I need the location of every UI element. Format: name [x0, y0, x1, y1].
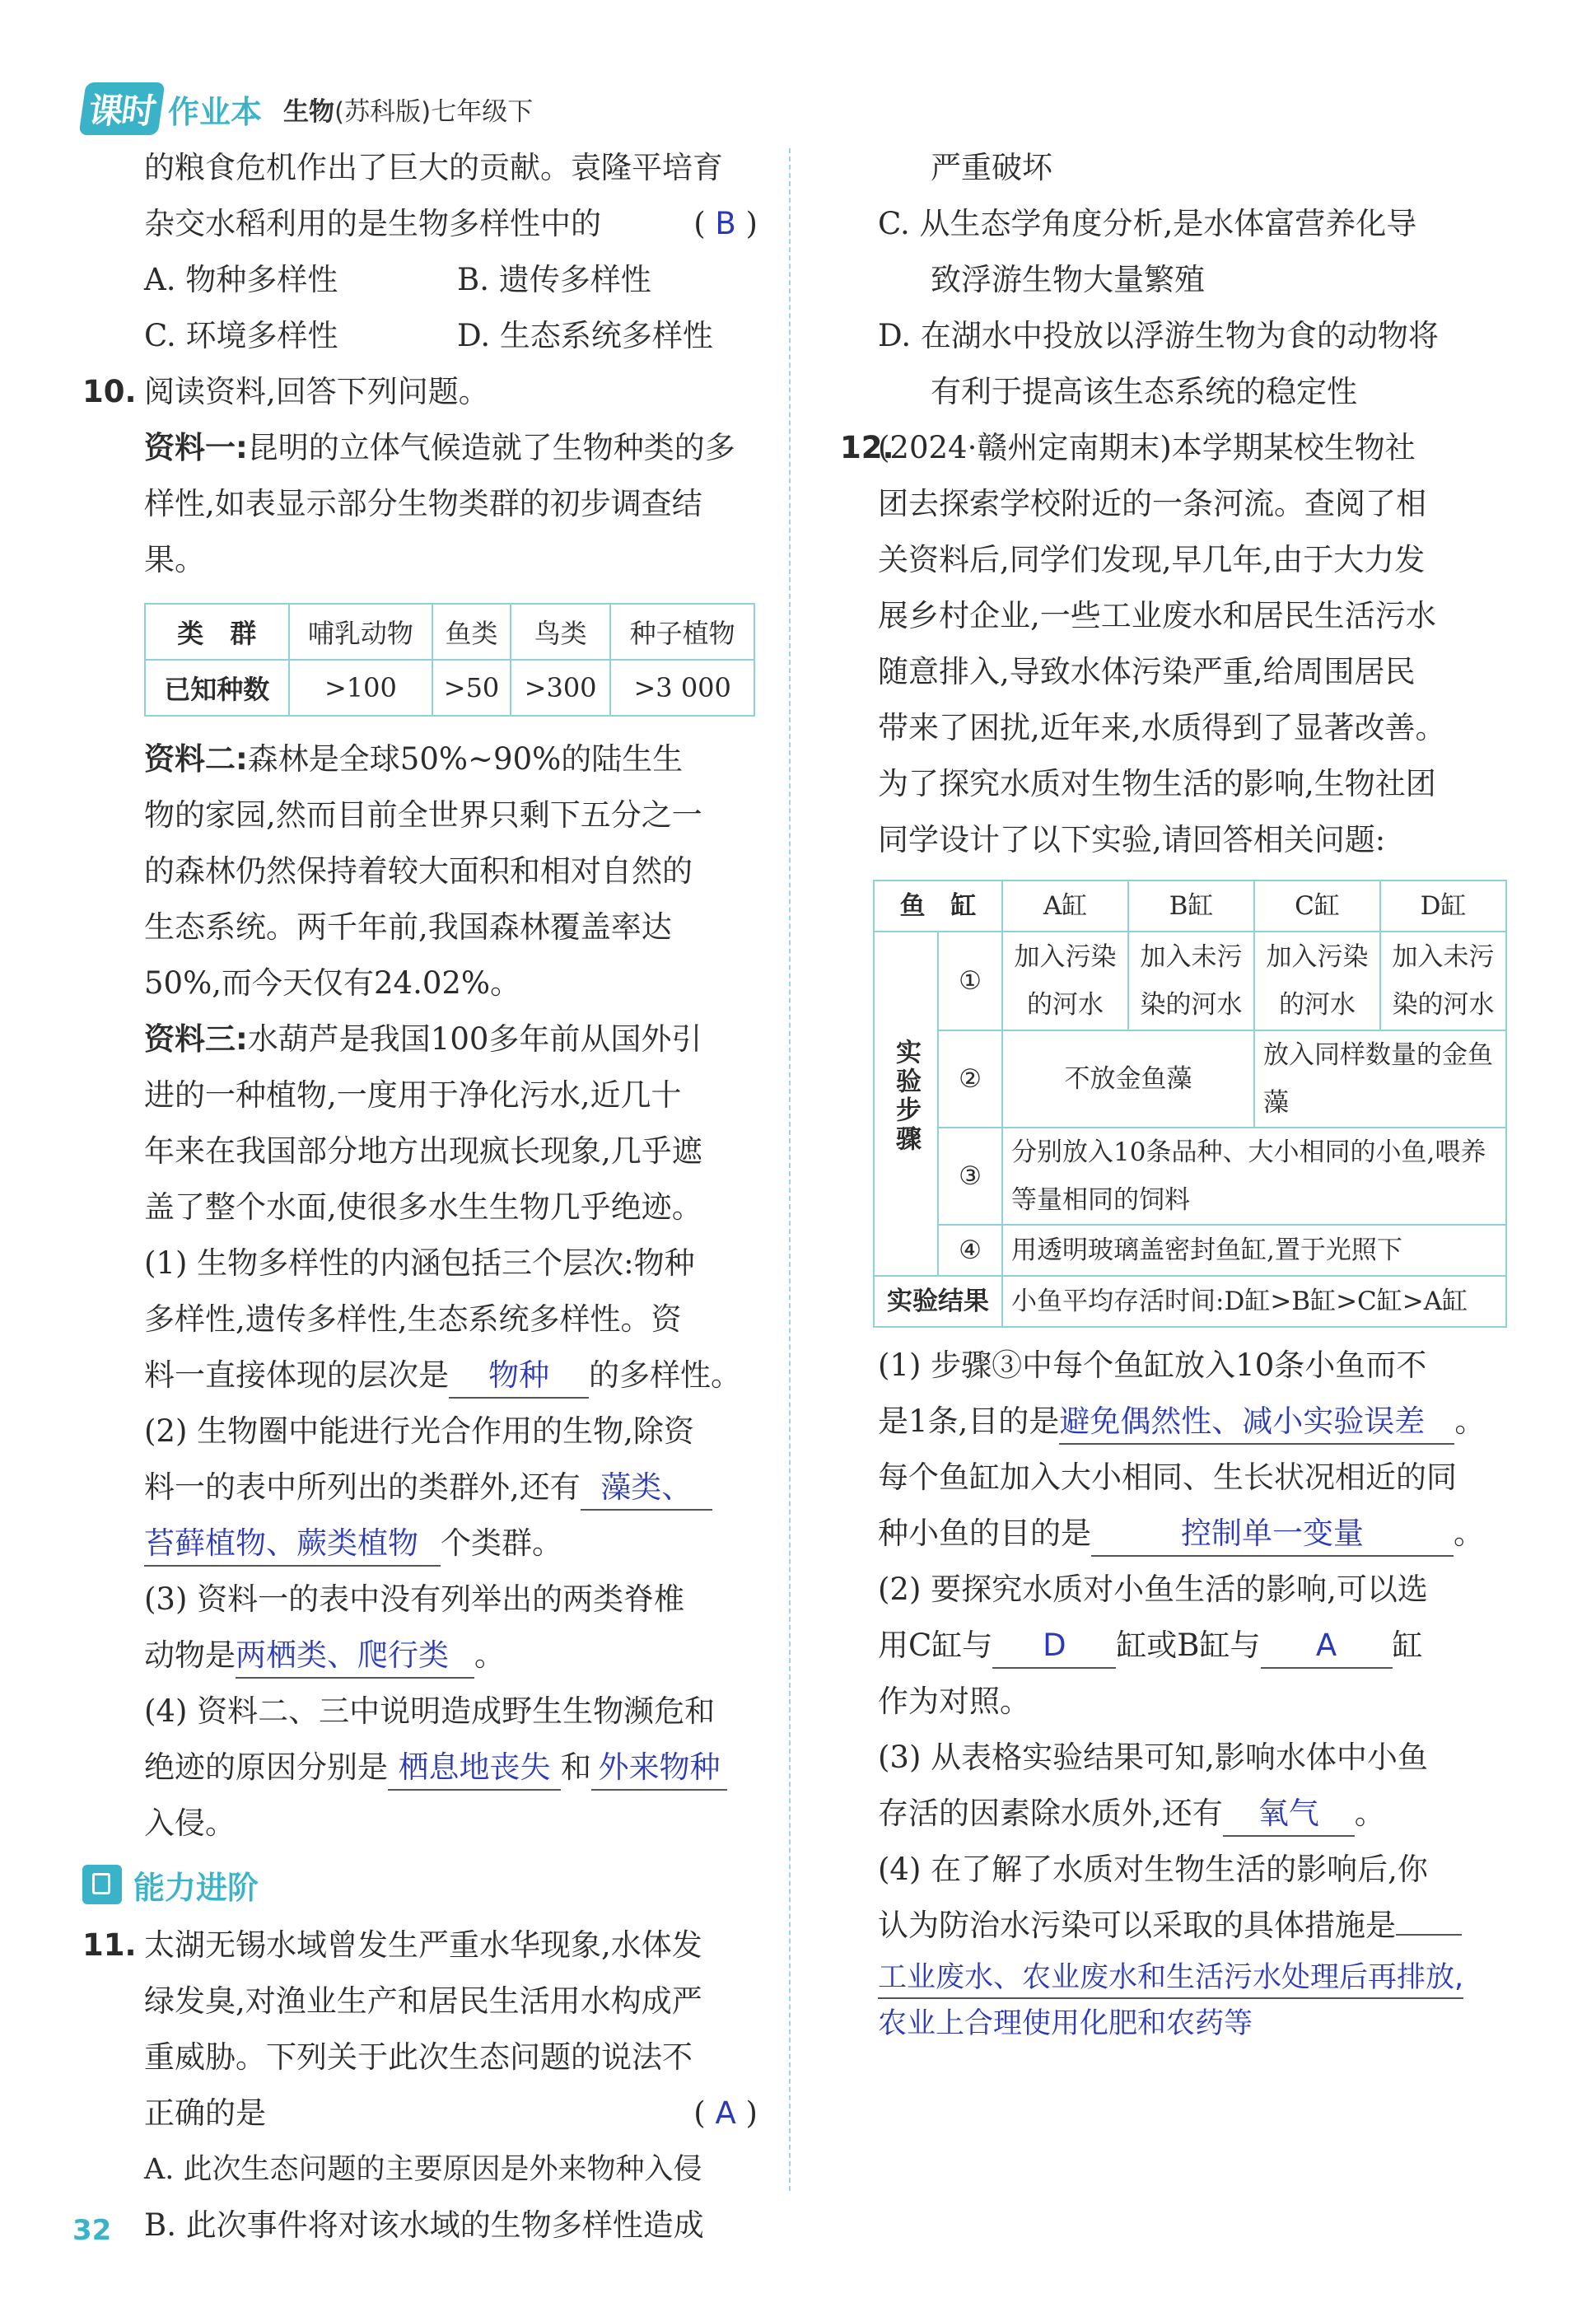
table-cell: >300	[511, 660, 611, 716]
table-cell: >100	[289, 660, 433, 716]
table-cell: 用透明玻璃盖密封鱼缸,置于光照下	[1002, 1225, 1506, 1276]
q12-sub3: (3) 从表格实验结果可知,影响水体中小鱼	[878, 1740, 1428, 1775]
step-number: ④	[938, 1225, 1002, 1276]
table-header: D缸	[1380, 880, 1506, 932]
q12-sub3: 存活的因素除水质外,还有 氧气 。	[840, 1786, 1524, 1842]
material-3: 年来在我国部分地方出现疯长现象,几乎遮	[144, 1133, 702, 1169]
answer-blank-line	[1396, 1934, 1462, 1936]
q12-stem: 同学设计了以下实验,请回答相关问题:	[878, 822, 1386, 857]
steps-label: 实验步骤	[874, 932, 938, 1276]
column-divider	[789, 148, 791, 2191]
q10-sub1: 多样性,遗传多样性,生态系统多样性。资	[144, 1301, 682, 1337]
material-2: 50%,而今天仅有24.02%。	[144, 965, 521, 1001]
q10-sub2-answer: 苔藓植物、蕨类植物	[144, 1522, 441, 1567]
table-header: 类 群	[145, 604, 289, 660]
q11-stem: 11. 太湖无锡水域曾发生严重水华现象,水体发	[82, 1917, 758, 1973]
q12-number: 12.	[840, 430, 894, 465]
q12-sub2-answer: D	[992, 1624, 1116, 1669]
q12-stem: 团去探索学校附近的一条河流。查阅了相	[878, 486, 1426, 521]
table-cell: 加入污染的河水	[1254, 932, 1380, 1030]
q11-option-b-cont: 严重破坏	[931, 150, 1052, 185]
q10-sub4-answer: 外来物种	[591, 1746, 727, 1791]
page-header	[82, 84, 533, 133]
q9-answer-paren: ( B )	[693, 206, 758, 241]
q12-stem: 展乡村企业,一些工业废水和居民生活污水	[878, 598, 1436, 633]
q9-options-row	[82, 252, 758, 308]
table-header: 鱼类	[432, 604, 511, 660]
q11-stem: 重威胁。下列关于此次生态问题的说法不	[144, 2039, 693, 2075]
table-header: 鸟类	[511, 604, 611, 660]
material-1: 样性,如表显示部分生物类群的初步调查结果。	[144, 486, 702, 577]
q10-number: 10.	[82, 374, 137, 409]
q10-sub1: 料一直接体现的层次是 物种 的多样性。	[82, 1348, 758, 1404]
subject-name: 生物	[283, 96, 335, 127]
q11-answer-paren: ( A )	[693, 2095, 758, 2131]
edition-label: (苏科版)七年级下	[334, 96, 534, 127]
material-2: 的森林仍然保持着较大面积和相对自然的	[144, 853, 693, 889]
q10-sub4-answer: 栖息地丧失	[388, 1746, 561, 1791]
table-cell: >50	[432, 660, 511, 716]
q10-sub2-answer: 藻类、	[581, 1466, 712, 1511]
pencil-icon	[82, 1865, 122, 1904]
q9-option-c: C. 环境多样性	[144, 318, 338, 353]
q12-sub1-answer: 控制单一变量	[1091, 1512, 1454, 1557]
book-subtitle	[283, 91, 533, 128]
table-header: 种子植物	[610, 604, 754, 660]
q10-sub4: 入侵。	[144, 1805, 236, 1841]
q11-answer: A	[715, 2095, 736, 2131]
table-header: 哺乳动物	[289, 604, 433, 660]
q11-option-c: C. 从生态学角度分析,是水体富营养化导	[878, 206, 1417, 241]
q10-sub2: 料一的表中所列出的类群外,还有 藻类、	[82, 1460, 758, 1516]
q11-option-a: A. 此次生态问题的主要原因是外来物种入侵	[144, 2153, 702, 2186]
q11-stem: 正确的是 ( A )	[82, 2085, 758, 2142]
material-3-label: 资料三:	[144, 1021, 248, 1057]
q9-option-b: B. 遗传多样性	[457, 262, 651, 297]
q11-option-c: 致浮游生物大量繁殖	[931, 262, 1205, 297]
q10-sub3-answer: 两栖类、爬行类	[236, 1634, 474, 1679]
q12-stem: 关资料后,同学们发现,早几年,由于大力发	[878, 542, 1426, 577]
q12-stem: 为了探究水质对生物生活的影响,生物社团	[878, 766, 1436, 801]
material-2: 生态系统。两千年前,我国森林覆盖率达	[144, 909, 672, 945]
q11-option-b: B. 此次事件将对该水域的生物多样性造成	[144, 2207, 704, 2243]
q12-sub2-answer: A	[1261, 1624, 1393, 1669]
section-heading	[82, 1861, 758, 1908]
q12-stem: 12.(2024·赣州定南期末)本学期某校生物社	[840, 420, 1524, 476]
material-3: 进的一种植物,一度用于净化污水,近几十	[144, 1077, 682, 1113]
table-header: 鱼 缸	[874, 880, 1002, 932]
q12-sub4-answer: 农业上合理使用化肥和农药等	[878, 2007, 1253, 2040]
table-cell: 放入同样数量的金鱼藻	[1254, 1030, 1506, 1128]
q10-sub1-answer: 物种	[449, 1354, 589, 1399]
table-cell: >3 000	[610, 660, 754, 716]
q12-sub2: 作为对照。	[878, 1684, 1030, 1719]
q9-option-d: D. 生态系统多样性	[457, 318, 713, 353]
material-2: 物的家园,然而目前全世界只剩下五分之一	[144, 797, 702, 833]
table-header: A缸	[1002, 880, 1128, 932]
table-cell: 分别放入10条品种、大小相同的小鱼,喂养等量相同的饲料	[1002, 1128, 1506, 1225]
logo-mark: 课时	[79, 82, 166, 135]
material-2-label: 资料二:	[144, 741, 248, 777]
q9-text: 的粮食危机作出了巨大的贡献。袁隆平培育	[144, 150, 723, 185]
table-cell: 小鱼平均存活时间:D缸>B缸>C缸>A缸	[1002, 1276, 1506, 1327]
q12-stem: 随意排入,导致水体污染严重,给周围居民	[878, 654, 1416, 689]
table-cell: 加入未污染的河水	[1128, 932, 1254, 1030]
material-1-label: 资料一:	[144, 430, 248, 465]
right-column	[840, 140, 1524, 2047]
result-label: 实验结果	[874, 1276, 1002, 1327]
table-header: C缸	[1254, 880, 1380, 932]
q9-answer: B	[715, 206, 736, 241]
q12-sub1: 是1条,目的是避免偶然性、减小实验误差 。	[840, 1394, 1524, 1450]
left-column	[82, 140, 758, 2254]
material-2: 资料二:森林是全球50%~90%的陆生生	[144, 741, 684, 777]
table-cell: 加入未污染的河水	[1380, 932, 1506, 1030]
q11-stem: 绿发臭,对渔业生产和居民生活用水构成严	[144, 1983, 702, 2019]
q10-sub1: (1) 生物多样性的内涵包括三个层次:物种	[144, 1245, 695, 1281]
q12-sub4: (4) 在了解了水质对生物生活的影响后,你	[878, 1852, 1428, 1887]
q10-sub3: 动物是两栖类、爬行类 。	[82, 1628, 758, 1684]
brand-logo	[82, 82, 262, 135]
logo-text: 作业本	[168, 93, 263, 130]
q10-stem: 10. 阅读资料,回答下列问题。	[82, 364, 758, 420]
table-row-label: 已知种数	[145, 660, 289, 716]
experiment-table	[873, 880, 1507, 1328]
table-header: B缸	[1128, 880, 1254, 932]
q12-sub1: (1) 步骤③中每个鱼缸放入10条小鱼而不	[878, 1348, 1427, 1383]
q11-option-d: 有利于提高该生态系统的稳定性	[931, 374, 1357, 409]
q12-sub2: (2) 要探究水质对小鱼生活的影响,可以选	[878, 1572, 1428, 1607]
q12-sub2: 用C缸与 D 缸或B缸与 A 缸	[840, 1618, 1524, 1674]
q12-sub4-answer: 工业废水、农业废水和生活污水处理后再排放,	[840, 1954, 1524, 2000]
q12-sub1: 每个鱼缸加入大小相同、生长状况相近的同	[878, 1460, 1457, 1495]
section-title: 能力进阶	[133, 1869, 259, 1906]
q11-number: 11.	[82, 1927, 137, 1963]
q12-stem: 带来了困扰,近年来,水质得到了显著改善。	[878, 710, 1446, 745]
q10-sub4: 绝迹的原因分别是 栖息地丧失 和 外来物种	[82, 1740, 758, 1796]
q10-sub2: (2) 生物圈中能进行光合作用的生物,除资	[144, 1413, 694, 1449]
material-3: 资料三:水葫芦是我国100多年前从国外引	[144, 1021, 702, 1057]
species-table	[144, 603, 755, 717]
q9-option-a: A. 物种多样性	[144, 262, 338, 297]
table-cell: 不放金鱼藻	[1002, 1030, 1254, 1128]
table-cell: 加入污染的河水	[1002, 932, 1128, 1030]
q12-sub1-answer: 避免偶然性、减小实验误差	[1059, 1400, 1454, 1445]
q9-text: 杂交水稻利用的是生物多样性中的 ( B )	[82, 196, 758, 252]
q10-sub4: (4) 资料二、三中说明造成野生生物濒危和	[144, 1693, 716, 1729]
page-number: 32	[72, 2214, 112, 2247]
q12-sub4: 认为防治水污染可以采取的具体措施是	[840, 1898, 1524, 1954]
q12-sub3-answer: 氧气	[1223, 1792, 1355, 1837]
q11-option-d: D. 在湖水中投放以浮游生物为食的动物将	[878, 318, 1439, 353]
q10-sub3: (3) 资料一的表中没有列举出的两类脊椎	[144, 1581, 685, 1617]
step-number: ②	[938, 1030, 1002, 1128]
step-number: ③	[938, 1128, 1002, 1225]
material-3: 盖了整个水面,使很多水生生物几乎绝迹。	[144, 1189, 702, 1225]
q10-sub2: 苔藓植物、蕨类植物 个类群。	[82, 1516, 758, 1572]
step-number: ①	[938, 932, 1002, 1030]
material-1: 资料一:昆明的立体气候造就了生物种类的多	[144, 430, 735, 465]
q9-options-row	[82, 308, 758, 364]
q12-sub1: 种小鱼的目的是 控制单一变量 。	[840, 1506, 1524, 1562]
